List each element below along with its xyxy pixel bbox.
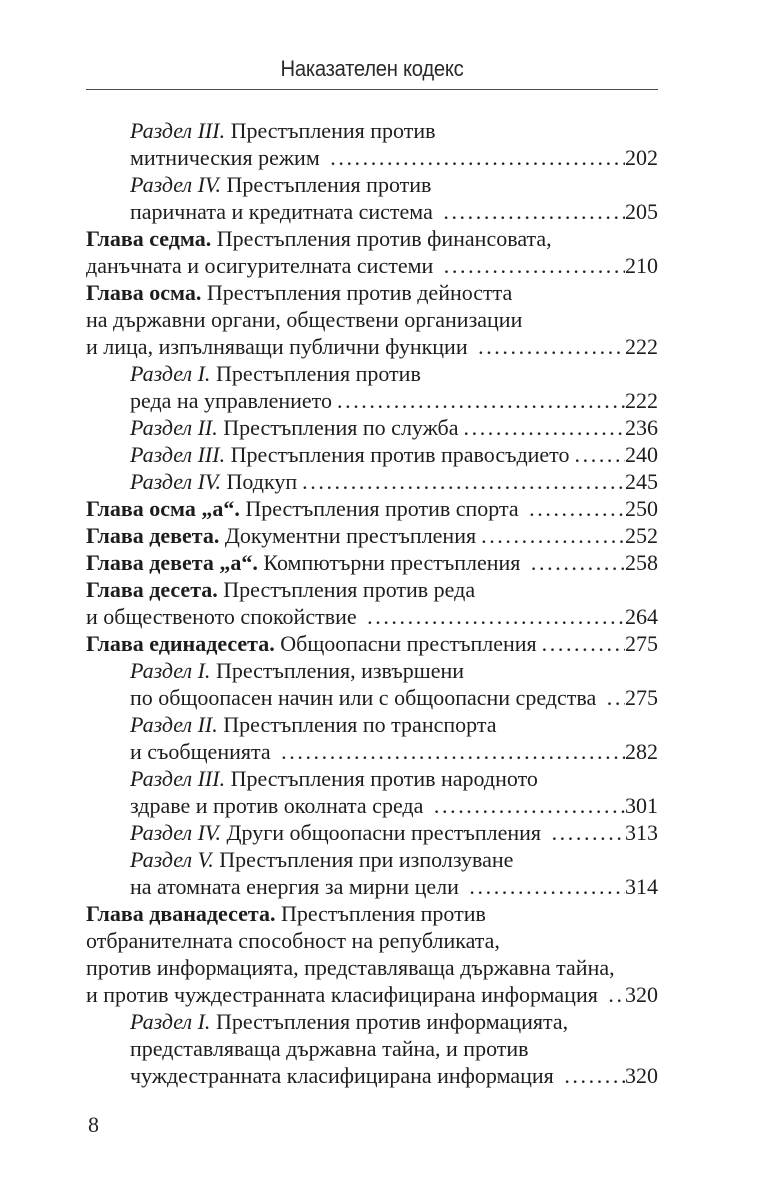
toc-entry-label <box>130 360 421 387</box>
toc-entry-text: реда на управлението <box>130 388 332 413</box>
toc-entry-page-number: 264 <box>625 604 658 629</box>
toc-entry-text: Престъпления против <box>225 118 436 143</box>
toc-entry <box>86 144 658 171</box>
toc-entry <box>86 414 658 441</box>
toc-entry-page-number: 320 <box>625 982 658 1007</box>
toc-entry-label <box>130 657 464 684</box>
dot-leader <box>537 630 625 657</box>
toc-entry-text: Подкуп <box>221 469 298 494</box>
toc-entry-page-number: 275 <box>625 631 658 656</box>
toc-entry-text: Други общоопасни престъпления <box>221 820 547 845</box>
toc-entry-prefix: Глава седма. <box>86 226 212 251</box>
toc-entry <box>86 711 658 738</box>
toc-entry-text: против информацията, представляваща държавна тайна, <box>86 955 615 980</box>
toc-list <box>86 117 658 1089</box>
toc-entry-prefix: Раздел I. <box>130 1009 211 1034</box>
toc-entry <box>86 468 658 495</box>
toc-entry-label <box>86 279 512 306</box>
dot-leader <box>332 387 625 414</box>
toc-entry-label <box>86 495 524 522</box>
toc-entry <box>86 225 658 252</box>
toc-entry-text: Престъпления против правосъдието <box>225 442 570 467</box>
dot-leader <box>362 603 625 630</box>
toc-entry-text: и съобщенията <box>130 739 277 764</box>
toc-entry-prefix: Раздел I. <box>130 658 211 683</box>
toc-entry-prefix: Раздел IV. <box>130 469 222 494</box>
toc-entry-label <box>86 225 552 252</box>
toc-entry <box>86 765 658 792</box>
toc-entry-label <box>130 1062 559 1089</box>
toc-entry-label <box>130 198 438 225</box>
toc-entry <box>86 360 658 387</box>
dot-leader <box>602 684 625 711</box>
toc-entry-label <box>86 954 615 981</box>
toc-entry-page-number: 301 <box>625 793 658 818</box>
toc-entry-label <box>86 900 486 927</box>
toc-entry <box>86 657 658 684</box>
toc-entry-label <box>86 576 475 603</box>
toc-entry-page-number: 314 <box>625 874 658 899</box>
toc-entry-prefix: Глава осма. <box>86 280 202 305</box>
toc-entry-label <box>130 468 297 495</box>
toc-entry <box>86 306 658 333</box>
toc-entry <box>86 981 658 1008</box>
toc-entry-text: Престъпления против спорта <box>239 496 525 521</box>
toc-entry <box>86 117 658 144</box>
toc-entry-text: митническия режим <box>130 145 326 170</box>
toc-entry <box>86 198 658 225</box>
toc-entry-text: Престъпления против <box>275 901 486 926</box>
toc-entry-prefix: Раздел III. <box>130 766 226 791</box>
dot-leader <box>570 441 625 468</box>
toc-entry <box>86 1008 658 1035</box>
toc-entry-text: представляваща държавна тайна, и против <box>130 1036 529 1061</box>
toc-entry-label <box>130 1008 568 1035</box>
dot-leader <box>429 792 625 819</box>
toc-entry-text: на държавни органи, обществени организации <box>86 307 523 332</box>
toc-entry-label <box>130 738 276 765</box>
dot-leader <box>559 1062 625 1089</box>
toc-entry-prefix: Раздел II. <box>130 415 218 440</box>
toc-entry <box>86 792 658 819</box>
toc-entry-prefix: Раздел I. <box>130 361 211 386</box>
toc-entry-text: здраве и против околната среда <box>130 793 429 818</box>
toc-entry-page-number: 222 <box>625 388 658 413</box>
toc-entry-page-number: 313 <box>625 820 658 845</box>
toc-entry-page-number: 222 <box>625 334 658 359</box>
toc-entry-label <box>130 792 429 819</box>
toc-entry-page-number: 205 <box>625 199 658 224</box>
toc-entry-page-number: 236 <box>625 415 658 440</box>
toc-entry-text: Престъпления по транспорта <box>217 712 497 737</box>
toc-entry-prefix: Глава единадесета. <box>86 631 275 656</box>
toc-entry-prefix: Раздел II. <box>130 712 218 737</box>
dot-leader <box>526 549 625 576</box>
toc-entry-text: Престъпления против <box>210 361 421 386</box>
toc-entry-prefix: Раздел IV. <box>130 820 222 845</box>
toc-entry-text: Престъпления против финансовата, <box>211 226 552 251</box>
toc-entry-text: и лица, изпълняващи публични функции <box>86 334 474 359</box>
toc-entry-text: и общественото спокойствие <box>86 604 363 629</box>
toc-entry-label <box>130 684 602 711</box>
toc-entry-label <box>86 630 537 657</box>
toc-entry-prefix: Глава десета. <box>86 577 218 602</box>
toc-entry-label <box>86 306 522 333</box>
toc-entry-page-number: 252 <box>625 523 658 548</box>
toc-entry-prefix: Раздел III. <box>130 118 226 143</box>
toc-entry-label <box>86 981 603 1008</box>
toc-entry <box>86 171 658 198</box>
toc-entry-text: Престъпления против информацията, <box>210 1009 569 1034</box>
toc-entry-text: Престъпления против реда <box>217 577 476 602</box>
toc-entry-label <box>130 387 332 414</box>
toc-entry-label <box>130 117 436 144</box>
toc-entry-label <box>130 441 570 468</box>
toc-entry-prefix: Раздел IV. <box>130 172 222 197</box>
dot-leader <box>459 414 626 441</box>
toc-entry-label <box>86 252 439 279</box>
toc-entry-page-number: 240 <box>625 442 658 467</box>
toc-entry-label <box>130 846 513 873</box>
dot-leader <box>524 495 625 522</box>
toc-entry-label <box>130 171 431 198</box>
toc-entry <box>86 549 658 576</box>
toc-entry-text: Престъпления против <box>221 172 432 197</box>
toc-entry <box>86 819 658 846</box>
toc-entry-page-number: 202 <box>625 145 658 170</box>
toc-entry-label <box>86 927 500 954</box>
page-number: 8 <box>88 1112 99 1137</box>
toc-entry-label <box>130 873 464 900</box>
toc-entry-label <box>86 549 526 576</box>
toc-entry-prefix: Глава дванадесета. <box>86 901 276 926</box>
toc-entry <box>86 1035 658 1062</box>
toc-entry-text: Престъпления против дейността <box>201 280 513 305</box>
toc-entry-text: Престъпления против народното <box>225 766 538 791</box>
toc-entry-text: Общоопасни престъпления <box>274 631 537 656</box>
toc-entry <box>86 333 658 360</box>
toc-entry-page-number: 210 <box>625 253 658 278</box>
toc-entry-text: Документни престъпления <box>219 523 477 548</box>
toc-entry <box>86 576 658 603</box>
toc-entry-label <box>130 765 538 792</box>
toc-entry-page-number: 245 <box>625 469 658 494</box>
dot-leader <box>473 333 625 360</box>
toc-entry <box>86 279 658 306</box>
toc-entry-label <box>130 819 547 846</box>
toc-entry <box>86 954 658 981</box>
toc-entry <box>86 252 658 279</box>
toc-entry <box>86 441 658 468</box>
dot-leader <box>276 738 625 765</box>
toc-entry-text: паричната и кредитната система <box>130 199 439 224</box>
toc-entry <box>86 495 658 522</box>
toc-entry-text: Престъпления по служба <box>217 415 459 440</box>
toc-entry <box>86 1062 658 1089</box>
toc-entry-text: на атомната енергия за мирни цели <box>130 874 465 899</box>
dot-leader <box>438 198 625 225</box>
toc-entry <box>86 846 658 873</box>
dot-leader <box>464 873 625 900</box>
dot-leader <box>547 819 625 846</box>
toc-entry-page-number: 320 <box>625 1063 658 1088</box>
toc-entry-prefix: Раздел V. <box>130 847 214 872</box>
toc-entry-prefix: Глава осма „а“. <box>86 496 240 521</box>
toc-entry-label <box>130 711 497 738</box>
toc-entry <box>86 738 658 765</box>
toc-entry-page-number: 275 <box>625 685 658 710</box>
toc-entry-label <box>86 522 476 549</box>
dot-leader <box>325 144 625 171</box>
dot-leader <box>603 981 625 1008</box>
toc-entry <box>86 684 658 711</box>
dot-leader <box>297 468 625 495</box>
toc-entry-text: Престъпления, извършени <box>210 658 465 683</box>
toc-entry-prefix: Глава девета „а“. <box>86 550 258 575</box>
toc-entry-text: по общоопасен начин или с общоопасни средства <box>130 685 602 710</box>
toc-entry-label <box>86 603 362 630</box>
toc-entry-label <box>130 1035 529 1062</box>
toc-entry <box>86 927 658 954</box>
toc-entry-page-number: 250 <box>625 496 658 521</box>
toc-entry-text: отбранителната способност на републиката, <box>86 928 500 953</box>
toc-entry-text: и против чуждестранната класифицирана информация <box>86 982 604 1007</box>
toc-entry <box>86 522 658 549</box>
toc-entry-text: Престъпления при използуване <box>213 847 514 872</box>
toc-entry <box>86 900 658 927</box>
toc-entry-label <box>130 144 325 171</box>
toc-entry-prefix: Глава девета. <box>86 523 220 548</box>
toc-entry <box>86 603 658 630</box>
toc-entry-text: данъчната и осигурителната системи <box>86 253 439 278</box>
toc-entry <box>86 630 658 657</box>
header-rule <box>86 89 658 90</box>
toc-entry <box>86 387 658 414</box>
running-header: Наказателен кодекс <box>280 56 464 81</box>
toc-entry-label <box>86 333 473 360</box>
dot-leader <box>476 522 625 549</box>
toc-entry <box>86 873 658 900</box>
toc-entry-text: чуждестранната класифицирана информация <box>130 1063 560 1088</box>
toc-entry-prefix: Раздел III. <box>130 442 226 467</box>
dot-leader <box>439 252 625 279</box>
toc-entry-label <box>130 414 459 441</box>
toc-entry-page-number: 282 <box>625 739 658 764</box>
toc-entry-page-number: 258 <box>625 550 658 575</box>
toc-entry-text: Компютърни престъпления <box>257 550 526 575</box>
